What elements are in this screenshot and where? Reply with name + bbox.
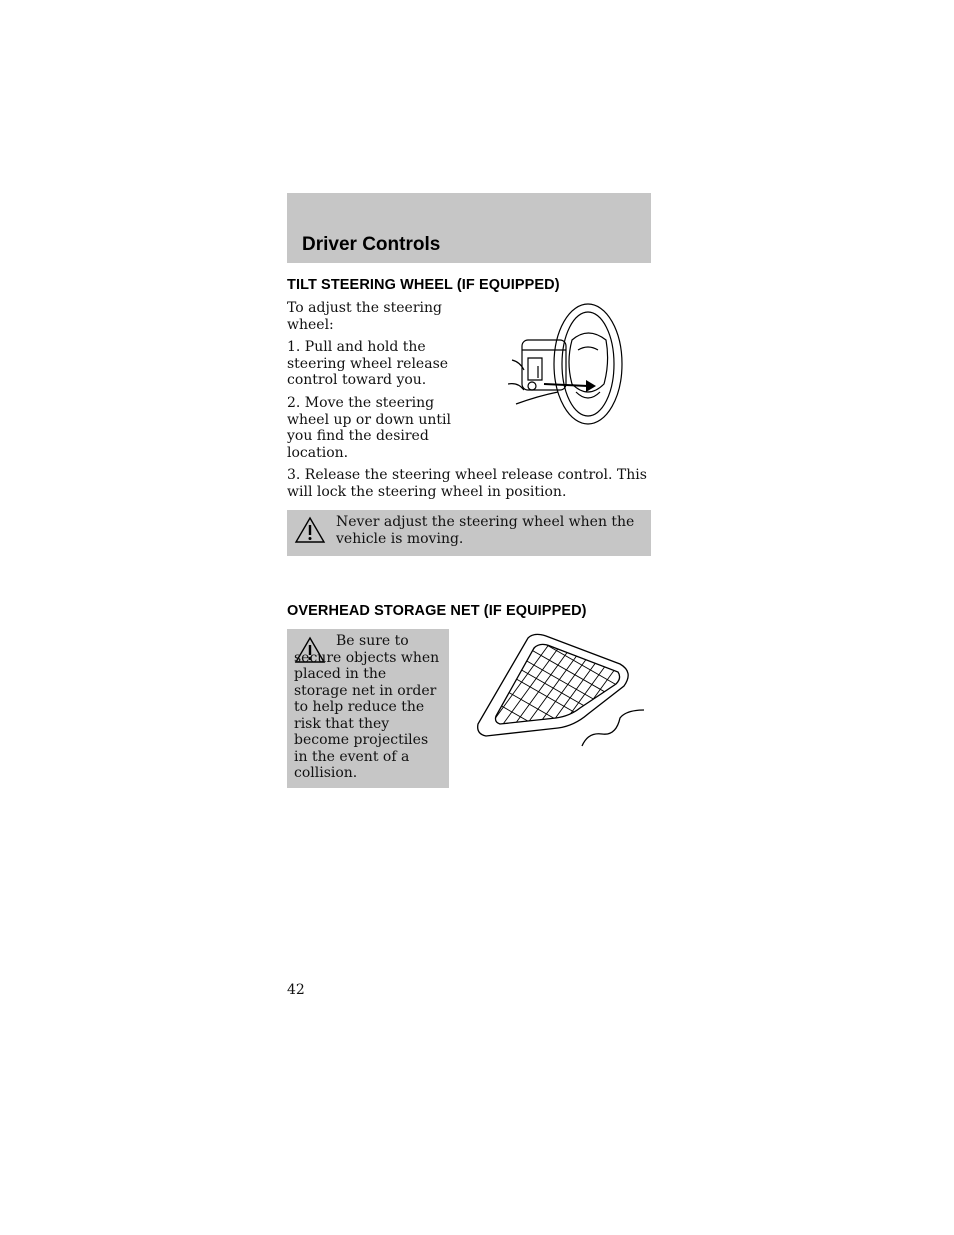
tilt-steering-heading: TILT STEERING WHEEL (IF EQUIPPED) bbox=[287, 277, 560, 293]
storage-warning-text: Be sure to secure objects when placed in the storage net in order to help reduce the risk that they become projectiles in the event of a collision. bbox=[294, 633, 440, 781]
tilt-step-1: 1. Pull and hold the steering wheel release control toward you. bbox=[287, 339, 449, 388]
tilt-warning-box bbox=[287, 510, 651, 556]
tilt-step-3: 3. Release the steering wheel release control. This will lock the steering wheel in position. bbox=[287, 467, 647, 500]
warning-triangle-icon bbox=[294, 516, 326, 544]
tilt-step-2: 2. Move the steering wheel up or down until you find the desired location. bbox=[287, 395, 451, 461]
tilt-intro-text: To adjust the steering wheel: bbox=[287, 300, 442, 333]
steering-wheel-illustration bbox=[508, 300, 628, 430]
section-title: Driver Controls bbox=[302, 234, 441, 255]
storage-warning-box bbox=[287, 629, 449, 788]
page-number: 42 bbox=[287, 982, 305, 998]
tilt-warning-text: Never adjust the steering wheel when the vehicle is moving. bbox=[336, 514, 635, 547]
storage-net-heading: OVERHEAD STORAGE NET (IF EQUIPPED) bbox=[287, 603, 587, 619]
storage-net-illustration bbox=[470, 632, 648, 750]
